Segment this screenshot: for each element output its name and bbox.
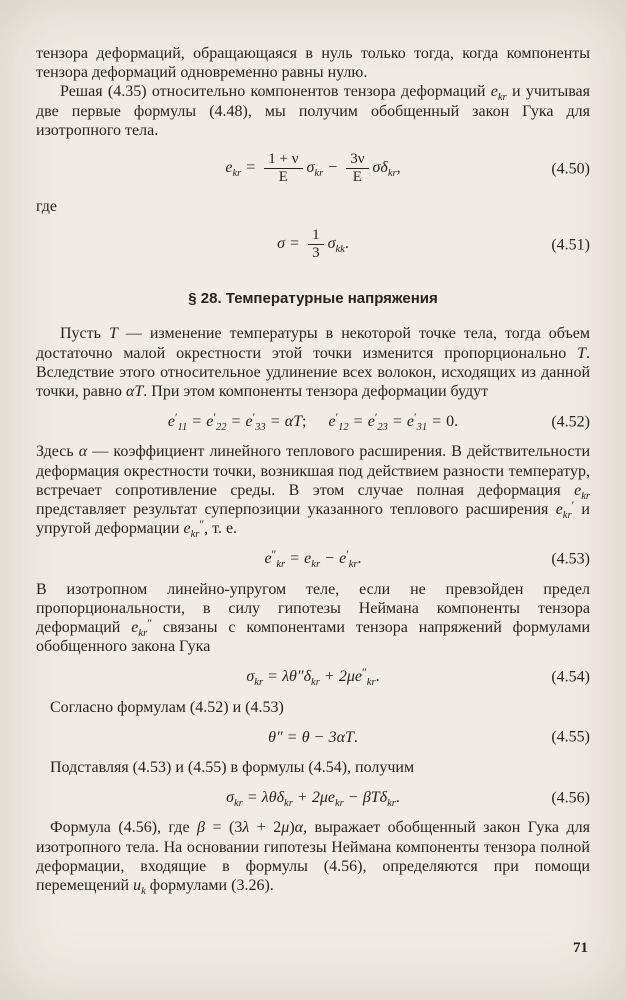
equation-4-52 [36,412,590,434]
paragraph: Пусть T — изменение температуры в некоторой точке тела, тогда объем достаточно малой окрестности этой точки изменится пропорционально T. Вследствие этого относительное удлинение всех волокон, исходящих из данной точки, равно αT. При этом компоненты тензора деформации будут [36,325,590,401]
equation-number: (4.52) [551,413,590,431]
equation-4-54 [36,667,590,689]
page-number: 71 [573,939,588,956]
equation-body: $\sigma_{kr} = \lambda\theta\delta_{kr} + 2\mu e_{kr} - \beta T\delta_{kr}$. [226,789,400,810]
equation-body: $e_{kr}$ = $\frac{1 + \nu}{E}$ $\sigma_{kr}$ − $\frac{3\nu}{E}$ $\sigma\delta_{kr}$, [225,151,401,186]
paragraph: Формула (4.56), где β = (3λ + 2μ)α, выражает обобщенный закон Гука для изотропного тела. На основании гипотезы Неймана компоненты тензора полной деформации, входящие в формулы (4.56), определяются при помощи перемещений $u_k$ формулами (3.26). [36,819,590,898]
equation-body: $e'_{11} = e'_{22} = e'_{33} = \alpha T$; $e'_{12} = e'_{23} = e'_{31} = 0$. [167,412,459,434]
section-heading: § 28. Температурные напряжения [188,290,438,308]
paragraph: Согласно формулам (4.52) и (4.53) [50,698,284,716]
equation-number: (4.54) [551,668,590,686]
equation-4-53 [36,549,590,571]
equation-body: $\sigma_{kr} = \lambda\theta''\delta_{kr} + 2\mu e''_{kr}$. [246,667,380,689]
equation-body: $e''_{kr} = e_{kr} - e'_{kr}$. [264,549,362,571]
paragraph: Здесь α — коэффициент линейного теплового расширения. В действительности деформация окрестности точки, возникшая под действием разности температур, встречает сопротивление среды. В этом случае полная деформация $e_{kr}$ представляет результат суперпозиции указанного теплового расширения $e_{kr}'$ и упругой деформации $e_{kr}''$, т. е. [36,443,591,541]
paragraph: Подставляя (4.53) и (4.55) в формулы (4.54), получим [50,759,415,777]
paragraph-continuation: тензора деформаций, обращающаяся в нуль только тогда, когда компоненты тензора деформаций одновременно равны нулю. [36,45,590,82]
equation-number: (4.56) [551,789,590,807]
equation-body: σ = $\frac{1}{3}$ $\sigma_{kk}$. [277,227,349,262]
paragraph-where: где [36,198,58,216]
equation-body: θ″ = θ − 3αT. [268,728,358,746]
paragraph: Решая (4.35) относительно компонентов тензора деформаций $e_{kr}$ и учитывая две первые формулы (4.48), мы получим обобщенный закон Гука для изотропного тела. [36,83,591,139]
equation-number: (4.53) [551,550,590,568]
equation-number: (4.50) [551,159,590,177]
equation-4-56 [36,788,590,810]
equation-4-51 [36,227,590,262]
equation-number: (4.55) [551,728,590,746]
paragraph: В изотропном линейно-упругом теле, если не превзойден предел пропорциональности, в силу гипотезы Неймана компоненты тензора деформаций $e_{kr}''$ связаны с компонентами тензора напряжений формулами обобщенного закона Гука [36,580,591,656]
equation-number: (4.51) [551,236,590,254]
equation-4-55 [36,728,590,747]
equation-4-50 [36,151,590,186]
